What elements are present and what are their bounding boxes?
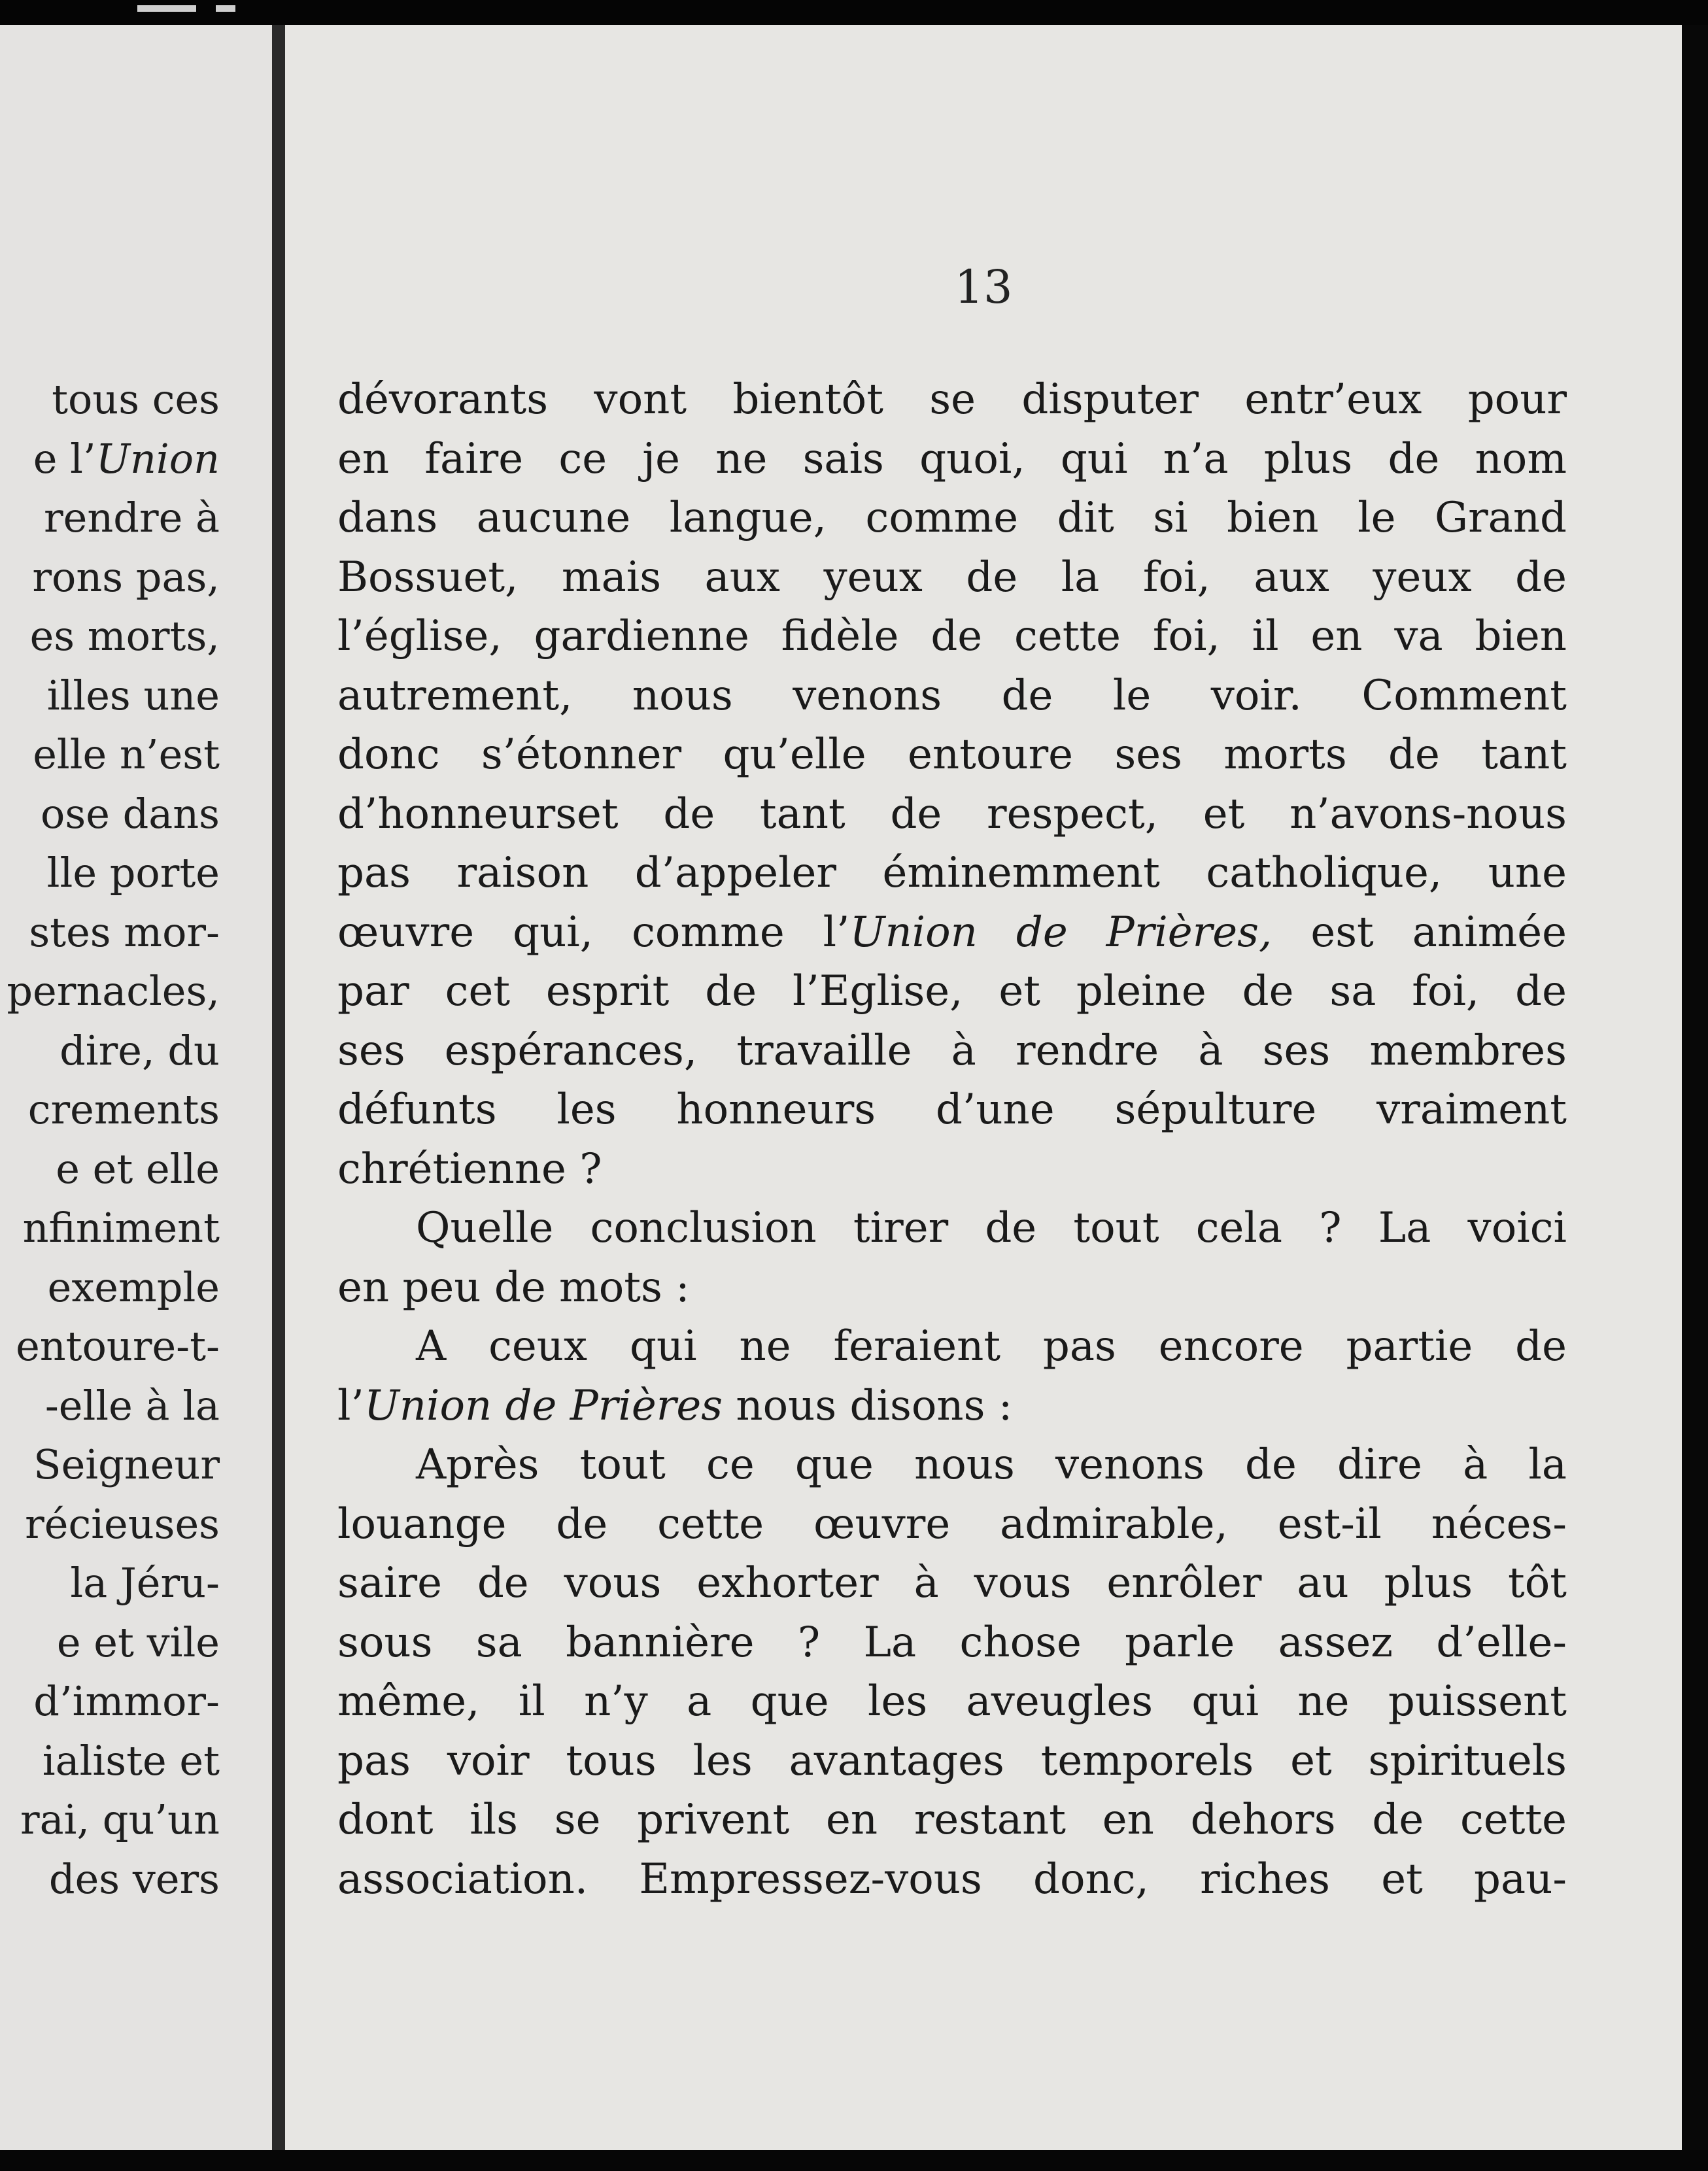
text-line: pas voir tous les avantages temporels et spirituels bbox=[337, 1736, 1567, 1785]
text-line: d’honneurset de tant de respect, et n’avons-nous bbox=[337, 789, 1567, 838]
text-line: défunts les honneurs d’une sépulture vraiment bbox=[337, 1086, 1567, 1134]
scan-marker bbox=[137, 5, 196, 12]
left-line: entoure-t- bbox=[16, 1322, 220, 1370]
left-line: lle porte bbox=[46, 849, 220, 897]
previous-page-fragment bbox=[0, 25, 272, 2150]
text-line: Quelle conclusion tirer de tout cela ? La voici bbox=[416, 1204, 1567, 1252]
text-line: louange de cette œuvre admirable, est-il néces- bbox=[337, 1499, 1567, 1548]
left-line: rendre à bbox=[44, 494, 220, 541]
page-body bbox=[337, 370, 1567, 1909]
text-line: l’église, gardienne fidèle de cette foi, il en va bien bbox=[337, 612, 1567, 660]
italic-title: Union de Prières bbox=[364, 1381, 723, 1430]
left-line: d’immor- bbox=[33, 1677, 220, 1725]
text-line: l’Union de Prières nous disons : bbox=[337, 1381, 1013, 1430]
left-line: e et elle bbox=[56, 1144, 220, 1193]
page-gutter bbox=[272, 25, 285, 2150]
text-line: dans aucune langue, comme dit si bien le Grand bbox=[337, 494, 1567, 542]
left-line: des vers bbox=[48, 1855, 220, 1903]
left-line: nfiniment bbox=[22, 1204, 220, 1252]
text-line: par cet esprit de l’Eglise, et pleine de sa foi, de bbox=[337, 967, 1567, 1016]
text-line: œuvre qui, comme l’Union de Prières, est animée bbox=[337, 908, 1567, 957]
left-line: rai, qu’un bbox=[20, 1796, 220, 1843]
text-line: Bossuet, mais aux yeux de la foi, aux yeux de bbox=[337, 553, 1567, 602]
left-line: ialiste et bbox=[42, 1736, 220, 1785]
left-line: tous ces bbox=[52, 375, 220, 423]
left-line: pernacles, bbox=[7, 967, 220, 1015]
text-line: sous sa bannière ? La chose parle assez d’elle- bbox=[337, 1618, 1567, 1667]
text-line: Après tout ce que nous venons de dire à la bbox=[416, 1441, 1567, 1489]
left-line: es morts, bbox=[29, 612, 220, 660]
scan-marker bbox=[216, 5, 235, 12]
left-line: dire, du bbox=[60, 1026, 220, 1074]
scan-top-border bbox=[0, 0, 1708, 27]
left-line: récieuses bbox=[25, 1499, 220, 1548]
text-line: autrement, nous venons de le voir. Comment bbox=[337, 671, 1567, 720]
left-line: elle n’est bbox=[33, 730, 220, 778]
text-line: même, il n’y a que les aveugles qui ne puissent bbox=[337, 1677, 1567, 1726]
left-line: exemple bbox=[47, 1263, 220, 1311]
text-line: chrétienne ? bbox=[337, 1144, 602, 1193]
left-line: -elle à la bbox=[44, 1381, 220, 1429]
italic-title: Union de Prières, bbox=[849, 908, 1272, 957]
left-line: rons pas, bbox=[32, 553, 220, 601]
scan-right-border bbox=[1682, 25, 1708, 2150]
left-line: e et vile bbox=[56, 1618, 220, 1666]
text-line: ses espérances, travaille à rendre à ses membres bbox=[337, 1026, 1567, 1075]
text-line: association. Empressez-vous donc, riches et pau- bbox=[337, 1855, 1567, 1904]
scan-bottom-border bbox=[0, 2150, 1708, 2171]
text-line: en peu de mots : bbox=[337, 1263, 690, 1312]
left-line: illes une bbox=[46, 671, 220, 719]
text-line: pas raison d’appeler éminemment catholique, une bbox=[337, 849, 1567, 897]
text-line: A ceux qui ne feraient pas encore partie de bbox=[416, 1322, 1567, 1371]
text-line: dont ils se privent en restant en dehors de cette bbox=[337, 1796, 1567, 1844]
left-line: la Jéru- bbox=[70, 1559, 220, 1607]
left-line: Seigneur bbox=[33, 1441, 220, 1488]
current-page bbox=[285, 25, 1682, 2150]
text-line: saire de vous exhorter à vous enrôler au plus tôt bbox=[337, 1559, 1567, 1607]
left-line: crements bbox=[27, 1086, 220, 1133]
text-line: dévorants vont bientôt se disputer entr’eux pour bbox=[337, 375, 1567, 424]
previous-page-text bbox=[7, 370, 220, 1909]
left-line: ose dans bbox=[41, 789, 220, 838]
text-line: donc s’étonner qu’elle entoure ses morts de tant bbox=[337, 730, 1567, 779]
text-line: en faire ce je ne sais quoi, qui n’a plus de nom bbox=[337, 434, 1567, 483]
page-number: 13 bbox=[954, 260, 1013, 314]
left-line: e l’Union bbox=[33, 434, 220, 483]
left-line: stes mor- bbox=[29, 908, 220, 956]
